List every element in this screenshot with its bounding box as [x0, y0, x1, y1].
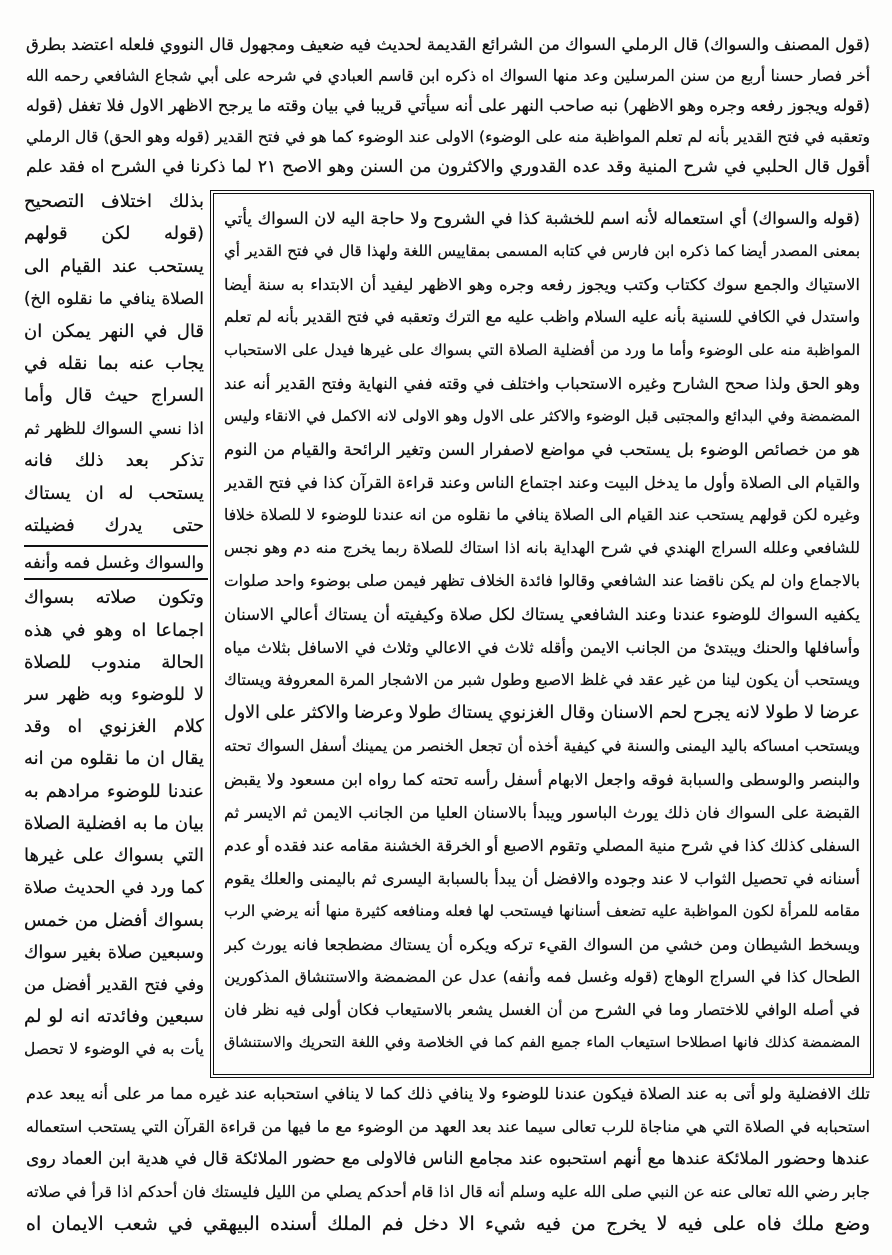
margin-note-line: لا للوضوء وبه ظهر سر — [24, 684, 204, 706]
margin-note-line: يستحب عند القيام الى — [24, 255, 204, 277]
margin-note-line: سبعين وفائدته انه لو لم — [24, 1006, 204, 1028]
main-text-line: المضمضة وفي البدائع والمجتبى قبل الوضوء والاكثر على الاول وهو الاولى لانه الاكمل في الانقاء وليس — [224, 407, 860, 425]
main-text-line: المضمضة كذلك فانها اصطلاحا استيعاب الماء جميع الفم كما في الخلاصة وفي اللغة التحريك والاستنشاق — [224, 1035, 860, 1051]
main-text-line: الاستياك والجمع سوك ككتاب وكتب ويجوز رفعه وجره وهو الاظهر ليفيد أن الابتداء به سنة أيضا — [224, 275, 860, 294]
margin-notes-lower — [24, 582, 204, 1065]
main-text-line: والقيام الى الصلاة وأول ما يدخل البيت وعند اجتماع الناس وعند قراءة القرآن كذا في فتح القدير — [224, 473, 860, 492]
top-commentary-line: أخر فصار حسنا أربع من سنن المرسلين وعد منها السواك اه ذكره ابن قاسم العبادي في شرحه على أبي شجاع الشافعي رحمه الله — [26, 66, 870, 85]
main-text-line: بالاجماع وان لم يكن ناقضا عند الشافعي وقالوا فائدة الخلاف تظهر فيمن صلى بوضوء واحد صلوات — [224, 572, 860, 590]
bottom-commentary-block — [26, 1078, 870, 1241]
margin-note-line: الصلاة ينافي ما نقلوه الخ) — [24, 289, 204, 309]
main-text-line: عرضا لا طولا لانه يجرح لحم الاسنان وقال الغزنوي يستاك طولا وعرضا والاكثر على الاول — [224, 703, 860, 723]
main-text-body — [224, 202, 860, 1060]
top-commentary-line: وتعقبه في فتح القدير بأنه لم تعلم المواظبة منه على الوضوء) الاولى عند الوضوء كما هو في فتح القدير (قوله وهو الحق) قال الرملي — [26, 127, 870, 146]
margin-note-line: يستحب له ان يستاك — [24, 482, 204, 504]
top-commentary-line: أقول قال الحلبي في شرح المنية وقد عده القدوري والاكثرون من السنن وهو الاصح ٢١ لما ذكرنا في الشرح اه فقد علم — [26, 157, 870, 177]
margin-note-line: يقال ان ما نقلوه من انه — [24, 748, 204, 770]
main-text-line: القبضة على السواك فان ذلك يورث الباسور ويبدأ بالاسنان العليا من الجانب الايمن ثم الايسر ثم — [224, 803, 860, 822]
margin-note-line: (قوله لكن قولهم — [24, 223, 204, 245]
margin-note-line: اجماعا اه وهو في هذه — [24, 619, 204, 641]
main-text-line: مقامه للمرأة لكون المواظبة عليه تضعف أسنانها فيستحب لها فعله ومنافعه كثيرة منها أنه يرضي الرب — [224, 902, 860, 920]
main-text-line: للشافعي وعلله السراج الهندي في شرح الهداية بانه اذا استاك للصلاة ربما يخرج منه دم وهو نجس — [224, 539, 860, 557]
bottom-commentary-line: تلك الافضلية ولو أتى به عند الصلاة فيكون عندنا للوضوء ولا ينافي ذلك كما لا ينافي استحبابه عند غيره مما مر على أنه يبعد عدم — [26, 1084, 870, 1103]
main-text-line: أسنانه في تحصيل الثواب لا عند وجوده والافضل أن يبدأ بالسبابة اليسرى ثم باليمنى والعلك يقوم — [224, 869, 860, 888]
main-text-line: والبنصر والوسطى والسبابة فوقه واجعل الابهام أسفل رأسه تحته كما رواه ابن مسعود ولا يقبض — [224, 770, 860, 789]
main-text-line: (قوله والسواك) أي استعماله لأنه اسم للخشبة كذا في الشروح ولا حاجة اليه لان السواك يأتي — [224, 209, 860, 228]
margin-note-line: بذلك اختلاف التصحيح — [24, 191, 204, 212]
bottom-commentary-line: وضع ملك فاه على فيه لا يخرج من فيه شيء الا دخل فم الملك أسنده البيهقي في شعب الايمان اه — [26, 1213, 870, 1235]
top-commentary-line: (قوله ويجوز رفعه وجره وهو الاظهر) نبه صاحب النهر على أنه سيأتي قريبا في بيان وقته ما يرجح الاظهر الاول فلا تغفل (قوله — [26, 96, 870, 115]
main-text-line: السفلى كذلك كذا في شرح منية المصلي وتقوم الاصبع أو الخرقة الخشنة مقامه عند فقده أو عدم — [224, 836, 860, 855]
margin-note-line: حتى يدرك فضيلته — [24, 515, 204, 537]
margin-note-line: قال في النهر يمكن ان — [24, 320, 204, 342]
main-text-line: وأسافلها والحنك ويبتدئ من الجانب الايمن وأقله ثلاث في الاعالي وثلاث في الاسافل بثلاث مياه — [224, 638, 860, 657]
main-text-line: بمعنى المصدر أيضا كما ذكره ابن فارس في كتابه المسمى بمقاييس اللغة ولهذا قال في فتح القدير أي — [224, 242, 860, 260]
margin-note-line: بيان ما به افضلية الصلاة — [24, 812, 204, 834]
main-text-line: المواظبة منه على الوضوء وأما ما ورد من أفضلية الصلاة التي بسواك على غيرها فيدل على الاستحباب — [224, 341, 860, 359]
margin-commentary-column — [24, 186, 204, 1066]
margin-note-line: وسبعين صلاة بغير سواك — [24, 942, 204, 963]
bottom-commentary-line: عندها وحضور الملائكة عندها مع أنهم استحبوه عند مجامع الناس فالاولى مع حضور الملائكة قال في هدية ابن العماد روى — [26, 1149, 870, 1169]
bottom-commentary-line: جابر رضي الله تعالى عنه عن النبي صلى الله عليه وسلم أنه قال اذا قام أحدكم يصلي من الليل فليستك فان أحدكم اذا قرأ في صلاته — [26, 1182, 870, 1201]
main-text-line: ويسخط الشيطان ومن خشي من السواك القيء تركه ويكره أن يستاك مضطجعا فانه يورث كبر — [224, 935, 860, 954]
margin-note-line: يأت به في الوضوء لا تحصل — [24, 1040, 204, 1059]
top-commentary-line: (قول المصنف والسواك) قال الرملي السواك من الشرائع القديمة لحديث فيه ضعيف ومجهول قال النووي فلعله اعتضد بطرق — [26, 35, 870, 54]
margin-note-line: يجاب عنه بما نقله في — [24, 353, 204, 375]
margin-notes-upper — [24, 186, 204, 542]
top-commentary-block — [26, 30, 870, 183]
main-text-line: وهو الحق ولذا صحح الشارح وغيره الاستحباب واختلف في وقته ففي النهاية وفتح القدير أنه عند — [224, 374, 860, 393]
matn-heading-text: والسواك وغسل فمه وأنفه — [24, 553, 204, 573]
main-text-line: الطحال كذا في السراج الوهاج (قوله وغسل فمه وأنفه) عدل عن المضمضة والاستنشاق المذكورين — [224, 968, 860, 986]
bottom-commentary-line: استحبابه في الصلاة التي هي مناجاة للرب تعالى سيما عند بعد العهد من الوضوء مع ما فيها من قراءة القرآن التي يستحب استعماله — [26, 1117, 870, 1136]
main-text-line: واستدل في الكافي للسنية بأنه عليه السلام واظب عليه مع الترك وتعقبه في فتح القدير بأنه لم تعلم — [224, 308, 860, 326]
main-text-line: ويستحب أن يكون لينا من غير عقد في غلظ الاصبع وطول شبر من الاشجار المرة المعروفة ويستاك — [224, 671, 860, 689]
margin-matn-heading — [24, 545, 208, 580]
margin-note-line: اذا نسي السواك للظهر ثم — [24, 418, 204, 438]
margin-note-line: بسواك أفضل من خمس — [24, 909, 204, 931]
margin-note-line: كما ورد في الحديث صلاة — [24, 878, 204, 899]
margin-note-line: تذكر بعد ذلك فانه — [24, 450, 204, 472]
margin-note-line: عندنا للوضوء مرادهم به — [24, 780, 204, 802]
margin-note-line: وفي فتح القدير أفضل من — [24, 974, 204, 994]
main-text-line: في أصله الوافي للاختصار وما في الشرح من أن الغسل يشعر بالاستيعاب فكان أولى فيه نظر فان — [224, 1001, 860, 1019]
main-text-line: ويستحب امساكه باليد اليمنى والسنة في كيفية أخذه أن تجعل الخنصر من يمينك أسفل السواك تحته — [224, 737, 860, 755]
main-text-line: يكفيه السواك للوضوء عندنا وعند الشافعي يستاك لكل صلاة وكيفيته أن يستاك أعالي الاسنان — [224, 605, 860, 624]
margin-note-line: كلام الغزنوي اه وقد — [24, 716, 204, 738]
margin-note-line: وتكون صلاته بسواك — [24, 587, 204, 609]
main-text-box — [210, 190, 874, 1078]
main-text-line: وغيره لكن قولهم يستحب عند القيام الى الصلاة ينافي ما نقلوه من انه عندنا للوضوء لا للصلاة خلافا — [224, 506, 860, 524]
margin-note-line: الحالة مندوب للصلاة — [24, 651, 204, 673]
margin-note-line: التي بسواك على غيرها — [24, 845, 204, 867]
main-text-line: هو من خصائص الوضوء بل يستحب في مواضع لاصفرار السن وتغير الرائحة والقيام من النوم — [224, 440, 860, 459]
margin-note-line: السراج حيث قال وأما — [24, 385, 204, 407]
